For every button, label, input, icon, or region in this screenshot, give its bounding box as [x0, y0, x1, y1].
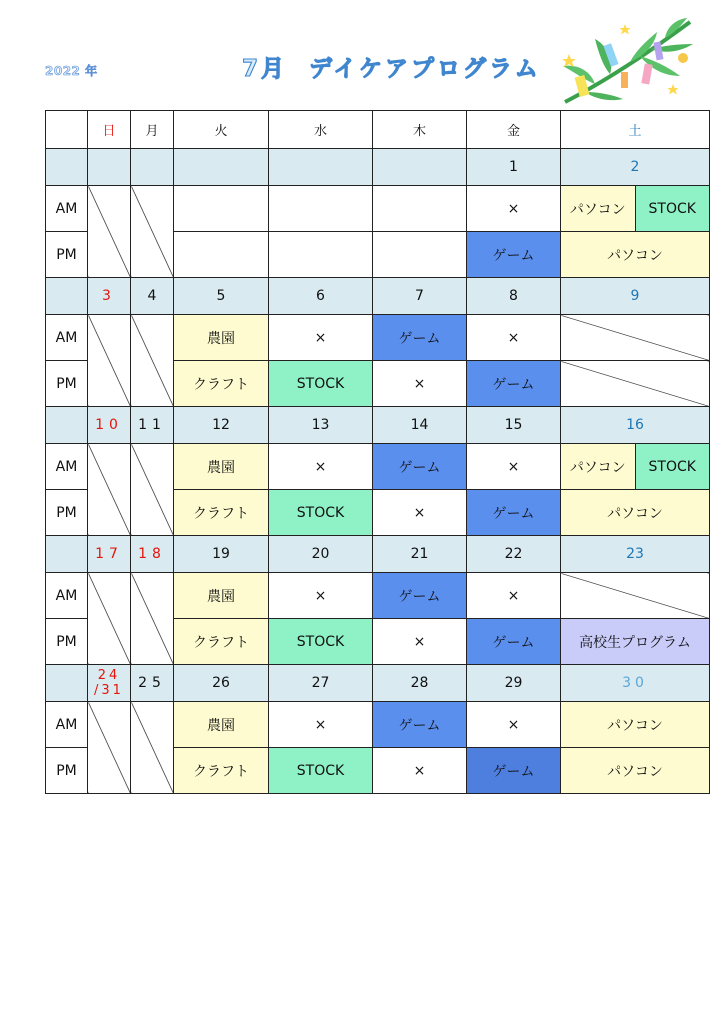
game-program: ゲーム — [467, 748, 561, 794]
pc-program: パソコン — [561, 702, 710, 748]
date-cell: 29 — [467, 665, 561, 702]
pm-label: PM — [46, 361, 88, 407]
no-program-cell: × — [467, 315, 561, 361]
date-row-week1 — [46, 149, 710, 186]
date-row-week5 — [46, 665, 710, 702]
game-program: ゲーム — [373, 444, 467, 490]
no-program-cell: × — [373, 361, 467, 407]
am-row-week2 — [46, 315, 710, 361]
game-program: ゲーム — [373, 573, 467, 619]
date-cell: 3 — [88, 278, 131, 315]
date-cell: 23 — [561, 536, 710, 573]
stock-program: STOCK — [635, 186, 710, 231]
date-cell: 17 — [88, 536, 131, 573]
weekday-sun: 日 — [88, 111, 131, 149]
date-cell: 11 — [131, 407, 174, 444]
weekday-sat: 土 — [561, 111, 710, 149]
date-cell: 24 /31 — [88, 665, 131, 702]
stock-program: STOCK — [269, 748, 373, 794]
pc-program: パソコン — [561, 444, 635, 489]
high-school-program: 高校生プログラム — [561, 619, 710, 665]
pm-label: PM — [46, 748, 88, 794]
title-month: 7月 — [242, 56, 288, 82]
date-cell: 27 — [269, 665, 373, 702]
am-label: AM — [46, 702, 88, 748]
pc-program: パソコン — [561, 232, 710, 278]
date-cell: 14 — [373, 407, 467, 444]
split-cell — [561, 444, 710, 490]
farm-program: 農園 — [174, 315, 269, 361]
game-program: ゲーム — [373, 702, 467, 748]
closed-cell — [88, 573, 131, 665]
date-cell: 22 — [467, 536, 561, 573]
no-program-cell: × — [373, 490, 467, 536]
weekday-thu: 木 — [373, 111, 467, 149]
closed-cell — [131, 315, 174, 407]
am-row-week1 — [46, 186, 710, 232]
date-cell: 28 — [373, 665, 467, 702]
date-cell: 20 — [269, 536, 373, 573]
date-cell: 2 — [561, 149, 710, 186]
date-cell: 21 — [373, 536, 467, 573]
am-row-week5 — [46, 702, 710, 748]
am-row-week3 — [46, 444, 710, 490]
pm-label: PM — [46, 619, 88, 665]
stock-program: STOCK — [635, 444, 710, 489]
stock-program: STOCK — [269, 490, 373, 536]
date-cell: 1 — [467, 149, 561, 186]
closed-cell — [88, 444, 131, 536]
date-cell: 13 — [269, 407, 373, 444]
am-label: AM — [46, 315, 88, 361]
date-cell: 15 — [467, 407, 561, 444]
no-program-cell: × — [269, 573, 373, 619]
craft-program: クラフト — [174, 619, 269, 665]
date-cell: 7 — [373, 278, 467, 315]
date-cell: 19 — [174, 536, 269, 573]
tanabata-bamboo-icon — [555, 14, 700, 109]
craft-program: クラフト — [174, 361, 269, 407]
closed-cell — [88, 702, 131, 794]
game-program: ゲーム — [467, 490, 561, 536]
am-label: AM — [46, 186, 88, 232]
closed-cell — [131, 186, 174, 278]
date-cell: 9 — [561, 278, 710, 315]
title-text: デイケアプログラム — [309, 56, 541, 82]
no-program-cell: × — [467, 702, 561, 748]
am-label: AM — [46, 444, 88, 490]
farm-program: 農園 — [174, 702, 269, 748]
no-program-cell: × — [269, 315, 373, 361]
closed-cell — [561, 361, 710, 407]
date-cell: 26 — [174, 665, 269, 702]
no-program-cell: × — [467, 186, 561, 232]
pc-program: パソコン — [561, 748, 710, 794]
closed-cell — [131, 702, 174, 794]
craft-program: クラフト — [174, 748, 269, 794]
split-cell — [561, 186, 710, 232]
date-cell: 16 — [561, 407, 710, 444]
am-label: AM — [46, 573, 88, 619]
date-cell: 4 — [131, 278, 174, 315]
game-program: ゲーム — [467, 232, 561, 278]
stock-program: STOCK — [269, 361, 373, 407]
date-cell: 18 — [131, 536, 174, 573]
closed-cell — [131, 444, 174, 536]
corner-cell — [46, 111, 88, 149]
weekday-header — [46, 111, 710, 149]
no-program-cell: × — [373, 748, 467, 794]
date-cell: 10 — [88, 407, 131, 444]
game-program: ゲーム — [467, 619, 561, 665]
date-row-week3 — [46, 407, 710, 444]
craft-program: クラフト — [174, 490, 269, 536]
date-cell: 12 — [174, 407, 269, 444]
no-program-cell: × — [467, 444, 561, 490]
no-program-cell: × — [269, 444, 373, 490]
weekday-mon: 月 — [131, 111, 174, 149]
weekday-fri: 金 — [467, 111, 561, 149]
no-program-cell: × — [467, 573, 561, 619]
no-program-cell: × — [269, 702, 373, 748]
am-row-week4 — [46, 573, 710, 619]
no-program-cell: × — [373, 619, 467, 665]
weekday-tue: 火 — [174, 111, 269, 149]
date-cell: 6 — [269, 278, 373, 315]
pc-program: パソコン — [561, 186, 635, 231]
page-title — [242, 50, 541, 83]
closed-cell — [88, 186, 131, 278]
weekday-wed: 水 — [269, 111, 373, 149]
farm-program: 農園 — [174, 573, 269, 619]
date-cell: 8 — [467, 278, 561, 315]
closed-cell — [561, 573, 710, 619]
farm-program: 農園 — [174, 444, 269, 490]
stock-program: STOCK — [269, 619, 373, 665]
date-row-week2 — [46, 278, 710, 315]
date-cell: 25 — [131, 665, 174, 702]
program-calendar — [45, 110, 710, 794]
game-program: ゲーム — [373, 315, 467, 361]
pm-label: PM — [46, 490, 88, 536]
date-row-week4 — [46, 536, 710, 573]
pm-label: PM — [46, 232, 88, 278]
closed-cell — [131, 573, 174, 665]
game-program: ゲーム — [467, 361, 561, 407]
date-cell: 30 — [561, 665, 710, 702]
date-cell: 5 — [174, 278, 269, 315]
closed-cell — [88, 315, 131, 407]
pc-program: パソコン — [561, 490, 710, 536]
year-label: 2022 年 — [45, 64, 98, 78]
closed-cell — [561, 315, 710, 361]
